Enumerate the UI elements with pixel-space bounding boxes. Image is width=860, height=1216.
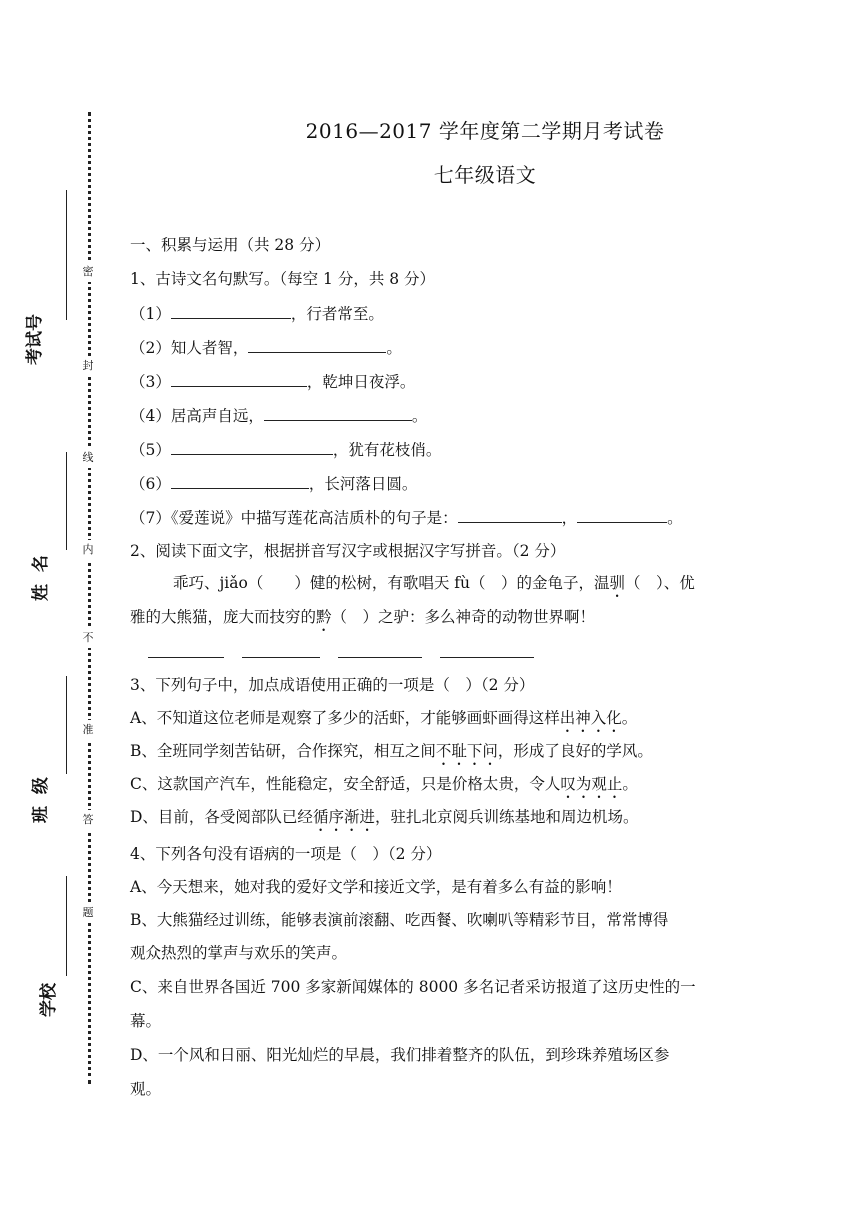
q1-item-5: （5） ，犹有花枝俏。 <box>130 438 441 461</box>
seal-word: 密 <box>80 262 96 282</box>
answer-blank[interactable] <box>242 656 320 658</box>
q1-item-3: （3） ，乾坤日夜浮。 <box>130 370 415 393</box>
q4-line: C、来自世界各国近 700 多家新闻媒体的 8000 多名记者采访报道了这历史性的一 <box>130 978 696 996</box>
answer-blank[interactable] <box>248 336 386 353</box>
seal-word: 内 <box>80 540 96 560</box>
answer-blank[interactable] <box>171 472 309 489</box>
q2-answer-blanks <box>148 656 534 658</box>
seal-word: 线 <box>80 448 96 468</box>
class-line <box>66 676 67 774</box>
q4-line: 幕。 <box>130 1012 162 1030</box>
seal-dotted-line <box>88 112 91 1084</box>
q1-item-1: （1） ，行者常至。 <box>130 302 384 325</box>
q3-option-c: C、这款国产汽车，性能稳定，安全舒适，只是价格太贵，令人叹为观止。 <box>130 775 638 793</box>
question-3-stem: 3、下列句子中，加点成语使用正确的一项是（ ）（2 分） <box>130 676 535 694</box>
seal-word: 准 <box>80 720 96 740</box>
answer-blank[interactable] <box>171 370 307 387</box>
answer-blank[interactable] <box>577 506 667 523</box>
q4-line: 观。 <box>130 1080 162 1098</box>
q1-item-6: （6） ，长河落日圆。 <box>130 472 417 495</box>
q1-item-4: （4）居高声自远， 。 <box>130 404 427 427</box>
answer-blank[interactable] <box>264 404 412 421</box>
seal-word: 不 <box>80 628 96 648</box>
section-heading: 一、积累与运用（共 28 分） <box>130 236 331 254</box>
answer-blank[interactable] <box>458 506 562 523</box>
q3-option-b: B、全班同学刻苦钻研，合作探究，相互之间不耻下问，形成了良好的学风。 <box>130 742 653 760</box>
exam-no-label: 考试号 <box>25 314 45 365</box>
q3-option-d: D、目前，各受阅部队已经循序渐进，驻扎北京阅兵训练基地和周边机场。 <box>130 808 639 826</box>
question-4-stem: 4、下列各句没有语病的一项是（ ）（2 分） <box>130 845 442 863</box>
name-line <box>66 452 67 550</box>
q2-passage-line-1: 乖巧、jiǎo（ ）健的松树，有歌唱天 fù（ ）的金龟子，温驯（ ）、优 <box>173 574 695 592</box>
exam-title: 2016—2017 学年度第二学期月考试卷 <box>305 119 665 143</box>
answer-blank[interactable] <box>338 656 422 658</box>
q1-item-7: （7）《爱莲说》中描写莲花高洁质朴的句子是： ， 。 <box>130 506 683 529</box>
question-1-stem: 1、古诗文名句默写。（每空 1 分，共 8 分） <box>130 270 436 288</box>
exam-no-line <box>66 190 67 320</box>
q1-item-2: （2）知人者智， 。 <box>130 336 402 359</box>
seal-word: 封 <box>80 356 96 376</box>
q4-line: B、大熊猫经过训练，能够表演前滚翻、吃西餐、吹喇叭等精彩节目，常常博得 <box>130 911 669 929</box>
q3-option-a: A、不知道这位老师是观察了多少的活虾，才能够画虾画得这样出神入化。 <box>130 709 638 727</box>
binding-margin <box>0 0 110 1216</box>
school-line <box>66 876 67 976</box>
answer-blank[interactable] <box>148 656 224 658</box>
q4-line: D、一个风和日丽、阳光灿烂的早晨，我们排着整齐的队伍，到珍珠养殖场区参 <box>130 1046 670 1064</box>
answer-blank[interactable] <box>440 656 534 658</box>
q2-passage-line-2: 雅的大熊猫，庞大而技穷的黔（ ）之驴：多么神奇的动物世界啊！ <box>130 608 596 626</box>
seal-word: 答 <box>80 810 96 830</box>
q4-line: A、今天想来，她对我的爱好文学和接近文学，是有着多么有益的影响！ <box>130 878 622 896</box>
seal-word: 题 <box>80 903 96 923</box>
name-label: 姓 名 <box>31 555 51 601</box>
q4-line: 观众热烈的掌声与欢乐的笑声。 <box>130 944 348 962</box>
question-2-stem: 2、阅读下面文字，根据拼音写汉字或根据汉字写拼音。（2 分） <box>130 542 566 560</box>
class-label: 班 级 <box>31 777 51 823</box>
school-label: 学校 <box>39 983 59 1017</box>
exam-subtitle: 七年级语文 <box>433 163 537 187</box>
answer-blank[interactable] <box>171 302 291 319</box>
answer-blank[interactable] <box>171 438 333 455</box>
